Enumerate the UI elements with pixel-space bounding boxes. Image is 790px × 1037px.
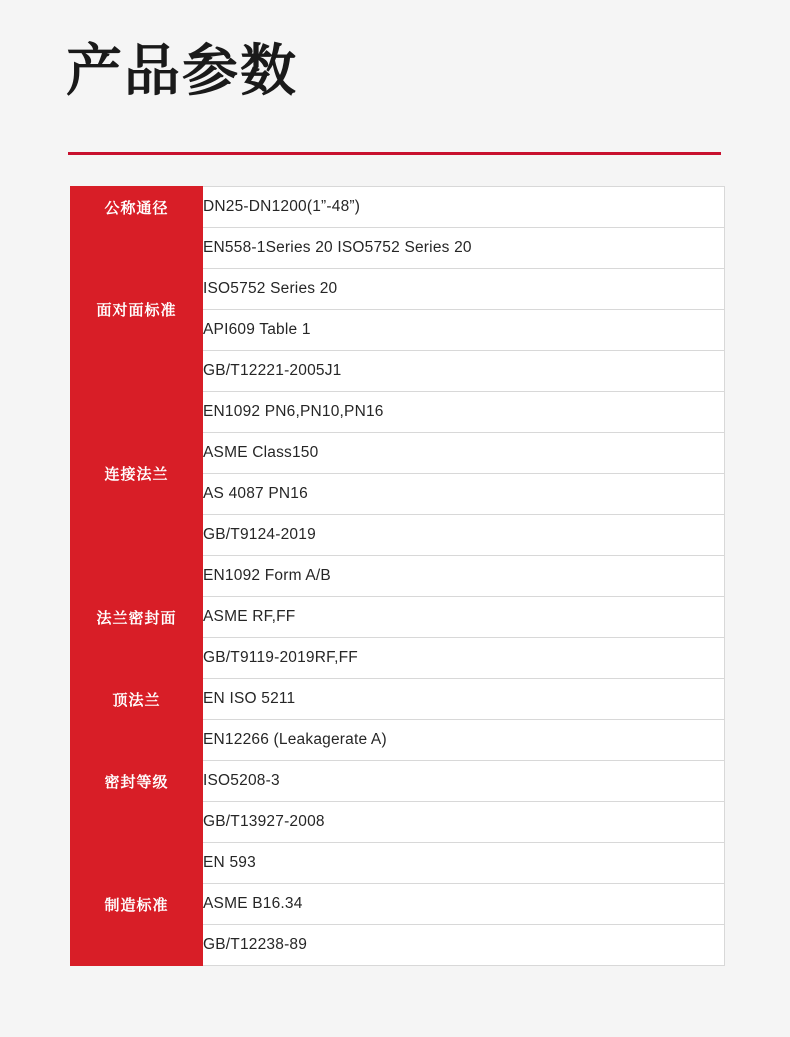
spec-value-cell — [203, 228, 725, 269]
spec-value-text: ASME Class150 — [203, 444, 319, 461]
spec-value-cell — [203, 310, 725, 351]
spec-value-text: AS 4087 PN16 — [203, 485, 308, 502]
title-underline-divider — [68, 152, 721, 155]
table-row — [71, 720, 725, 761]
spec-value-text: DN25-DN1200(1”-48”) — [203, 198, 361, 215]
spec-value-text: EN 593 — [203, 854, 256, 871]
spec-value-cell — [203, 515, 725, 556]
spec-value-text: EN ISO 5211 — [203, 690, 296, 707]
table-row — [71, 843, 725, 884]
table-row — [71, 392, 725, 433]
spec-value-cell — [203, 556, 725, 597]
spec-value-text: GB/T12238-89 — [203, 936, 308, 953]
spec-value-text: EN12266 (Leakagerate A) — [203, 731, 387, 748]
spec-label-cell: 密封等级 — [71, 720, 203, 843]
specification-table-body — [71, 187, 725, 966]
spec-value-cell — [203, 433, 725, 474]
spec-label-cell: 公称通径 — [71, 187, 203, 228]
spec-value-cell — [203, 474, 725, 515]
spec-value-text: ASME B16.34 — [203, 895, 303, 912]
spec-label-cell: 制造标准 — [71, 843, 203, 966]
spec-value-cell — [203, 925, 725, 966]
table-row — [71, 556, 725, 597]
spec-value-cell — [203, 638, 725, 679]
table-row — [71, 187, 725, 228]
spec-value-text: GB/T9124-2019 — [203, 526, 316, 543]
page-title: 产品参数 — [66, 39, 298, 104]
spec-value-cell — [203, 802, 725, 843]
spec-value-cell — [203, 269, 725, 310]
spec-value-text: GB/T12221-2005J1 — [203, 362, 342, 379]
spec-value-cell — [203, 720, 725, 761]
spec-value-text: ASME RF,FF — [203, 608, 296, 625]
table-row — [71, 228, 725, 269]
table-row — [71, 679, 725, 720]
spec-value-cell — [203, 187, 725, 228]
spec-value-cell — [203, 351, 725, 392]
specification-table — [70, 186, 725, 966]
spec-value-text: EN1092 Form A/B — [203, 567, 331, 584]
spec-value-cell — [203, 392, 725, 433]
spec-label-cell: 面对面标准 — [71, 228, 203, 392]
spec-value-cell — [203, 884, 725, 925]
spec-value-text: API609 Table 1 — [203, 321, 311, 338]
spec-value-cell — [203, 761, 725, 802]
spec-value-cell — [203, 843, 725, 884]
spec-value-text: EN1092 PN6,PN10,PN16 — [203, 403, 384, 420]
spec-value-text: GB/T9119-2019RF,FF — [203, 649, 358, 666]
spec-value-cell — [203, 679, 725, 720]
spec-value-text: ISO5208-3 — [203, 772, 280, 789]
spec-label-cell: 顶法兰 — [71, 679, 203, 720]
spec-value-cell — [203, 597, 725, 638]
spec-value-text: EN558-1Series 20 ISO5752 Series 20 — [203, 239, 472, 256]
spec-value-text: GB/T13927-2008 — [203, 813, 325, 830]
spec-label-cell: 连接法兰 — [71, 392, 203, 556]
spec-value-text: ISO5752 Series 20 — [203, 280, 338, 297]
spec-label-cell: 法兰密封面 — [71, 556, 203, 679]
